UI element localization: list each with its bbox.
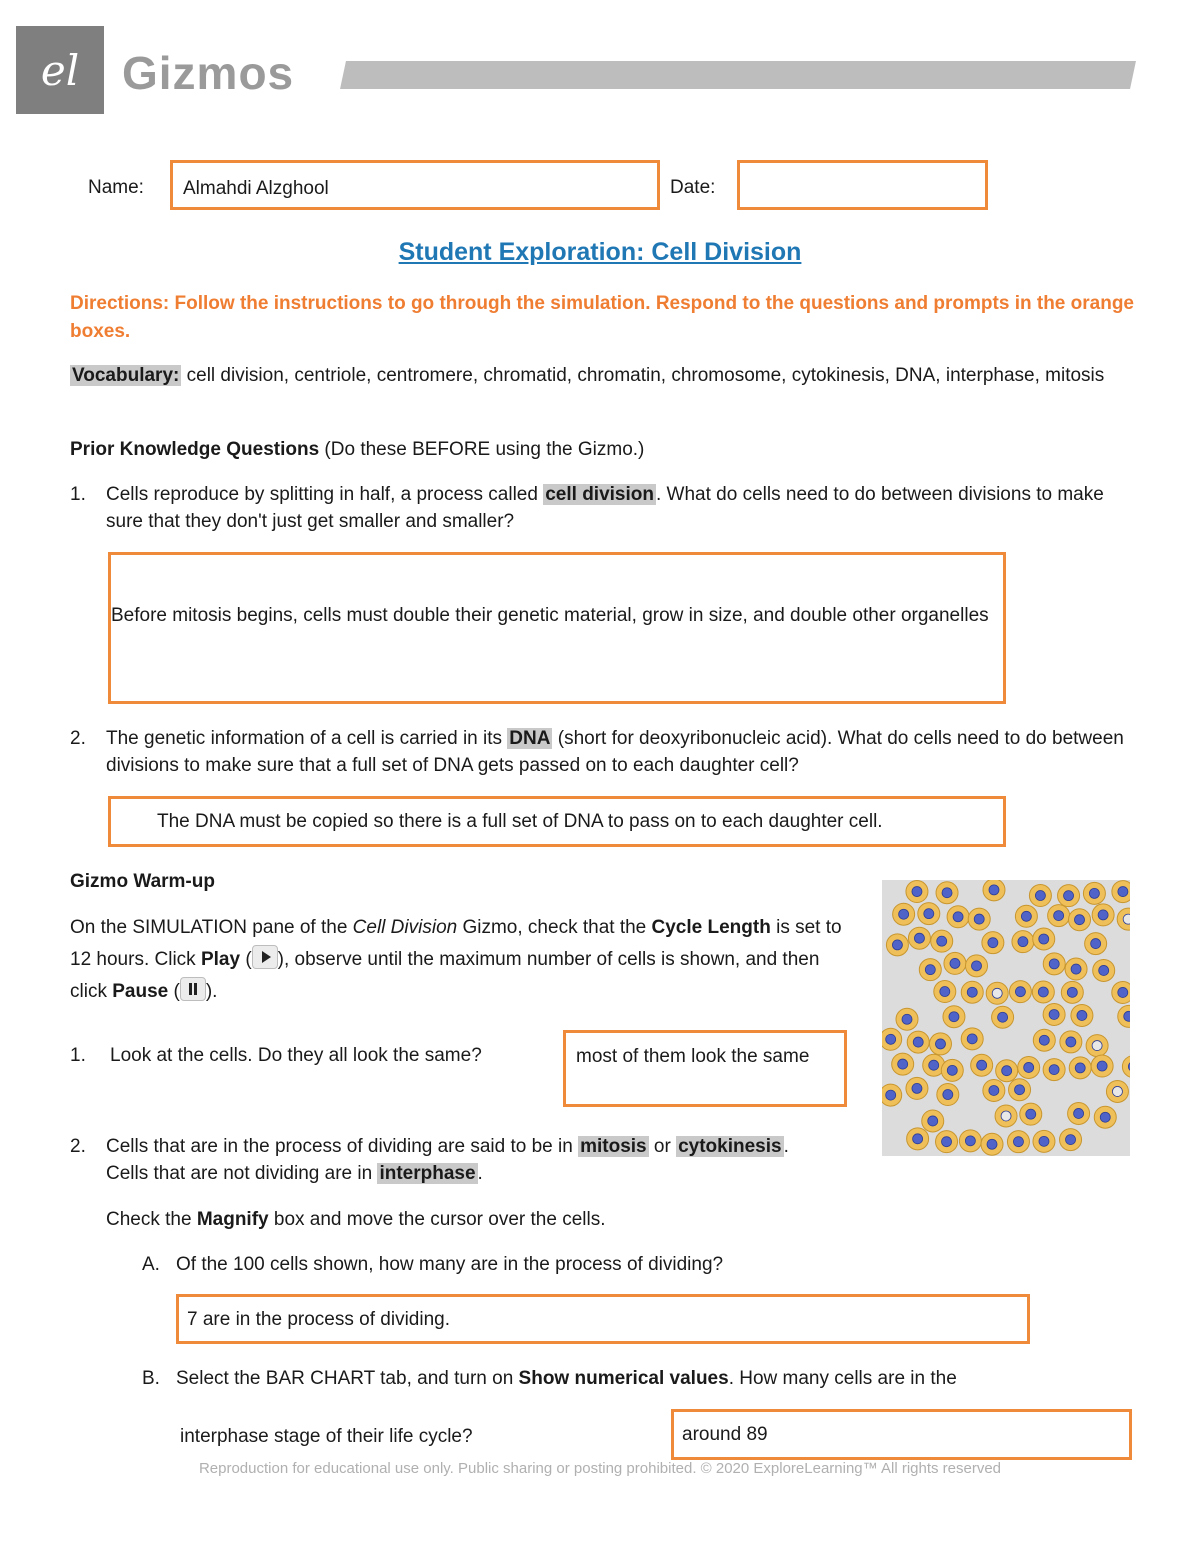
cell [886, 934, 908, 956]
page-title: Student Exploration: Cell Division [398, 238, 802, 266]
footer-copyright: Reproduction for educational use only. Public sharing or posting prohibited. © 2020 ExploreLearning™ All rights reserved [198, 1460, 1002, 1477]
cell [1112, 981, 1130, 1003]
name-label: Name: [88, 177, 144, 198]
cell [934, 981, 956, 1003]
cell [996, 1060, 1018, 1082]
cell [983, 880, 1005, 901]
w1-answer: most of them look the same [576, 1046, 810, 1067]
q2-answer-box[interactable] [108, 796, 1006, 847]
cell [961, 1028, 983, 1050]
cell [893, 903, 915, 925]
a-answer: 7 are in the process of dividing. [187, 1309, 450, 1330]
cell [1068, 1102, 1090, 1124]
date-field[interactable] [737, 160, 988, 210]
cell [907, 1031, 929, 1053]
cell [944, 952, 966, 974]
cell [918, 903, 940, 925]
magnify-instruction: Check the Magnify box and move the cursor over the cells. [106, 1209, 606, 1230]
cell [1033, 1029, 1055, 1051]
cell [1043, 953, 1065, 975]
q2-question: The genetic information of a cell is carried in its DNA (short for deoxyribonucleic acid). What do cells need to do between divisions to make sure that a full set of DNA gets passed on to each daughter cell? [106, 728, 1124, 776]
cell [1118, 1005, 1130, 1027]
w1-answer-box[interactable] [563, 1030, 847, 1107]
w2-question: Cells that are in the process of dividing are said to be in mitosis or cytokinesis . Cells that are not dividing are in interphase . [106, 1136, 789, 1184]
q1-number: 1. [70, 484, 86, 505]
a-letter: A. [142, 1254, 160, 1275]
cell [1020, 1103, 1042, 1125]
gizmos-logo-icon: el [16, 26, 104, 114]
cell [1091, 1055, 1113, 1077]
cell [906, 1077, 928, 1099]
cell [1117, 908, 1130, 930]
cell [1043, 1003, 1065, 1025]
warmup-heading: Gizmo Warm-up [70, 871, 215, 892]
cell [1060, 1031, 1082, 1053]
a-question: Of the 100 cells shown, how many are in the process of dividing? [176, 1254, 724, 1275]
b-question: Select the BAR CHART tab, and turn on Show numerical values. How many cells are in the [176, 1368, 957, 1389]
a-answer-box[interactable] [176, 1294, 1030, 1344]
cell [892, 1053, 914, 1075]
cell [1033, 1130, 1055, 1152]
w2-number: 2. [70, 1136, 86, 1157]
cell [966, 955, 988, 977]
vocabulary-label: Vocabulary: [72, 365, 180, 386]
cell [1065, 958, 1087, 980]
cell [1012, 931, 1034, 953]
cell [1112, 881, 1130, 903]
b-letter: B. [142, 1368, 160, 1389]
cell [995, 1105, 1017, 1127]
cell [929, 1033, 951, 1055]
q1-question: Cells reproduce by splitting in half, a process called cell division . What do cells need to do between divisions to make sure that they don't just get smaller and smaller? [106, 484, 1104, 532]
vocabulary-text: cell division, centriole, centromere, chromatid, chromatin, chromosome, cytokinesis, DNA, interphase, mitosis [181, 365, 1105, 386]
cell [1029, 885, 1051, 907]
cells-micrograph-image [882, 880, 1130, 1156]
cell [943, 1006, 965, 1028]
b-answer: around 89 [682, 1424, 768, 1445]
q1-answer-box[interactable] [108, 552, 1006, 704]
date-label: Date: [670, 177, 716, 198]
cell [1069, 1057, 1091, 1079]
cell [922, 1110, 944, 1132]
cell [968, 908, 990, 930]
cell [907, 1128, 929, 1150]
q1-answer: Before mitosis begins, cells must double their genetic material, grow in size, and double other organelles [111, 605, 989, 626]
q2-number: 2. [70, 728, 86, 749]
header-decorative-bar [340, 61, 1136, 89]
vocabulary [70, 362, 1130, 389]
cell [919, 959, 941, 981]
prior-knowledge-heading: Prior Knowledge Questions (Do these BEFORE using the Gizmo.) [70, 439, 645, 460]
cell [1083, 882, 1105, 904]
brand-name: Gizmos [122, 47, 295, 99]
cell [1033, 928, 1055, 950]
cell [937, 1084, 959, 1106]
cell [1092, 904, 1114, 926]
cell [896, 1008, 918, 1030]
cell [1009, 981, 1031, 1003]
cell [1071, 1004, 1093, 1026]
cell [983, 1079, 1005, 1101]
cell [1061, 981, 1083, 1003]
cell [1032, 981, 1054, 1003]
cell [908, 927, 930, 949]
cell [992, 1006, 1014, 1028]
cell [961, 981, 983, 1003]
cell [1086, 1035, 1108, 1057]
name-value: Almahdi Alzghool [183, 178, 329, 199]
cell [1060, 1129, 1082, 1151]
play-icon [252, 945, 278, 969]
cell [947, 906, 969, 928]
cell [1094, 1106, 1116, 1128]
cell [1048, 905, 1070, 927]
w1-question: Look at the cells. Do they all look the same? [110, 1045, 482, 1066]
cell [931, 930, 953, 952]
cell [1018, 1056, 1040, 1078]
cell [1058, 885, 1080, 907]
cell [986, 982, 1008, 1004]
cell [1069, 909, 1091, 931]
cell [936, 882, 958, 904]
cell [1009, 1079, 1031, 1101]
q2-answer: The DNA must be copied so there is a full set of DNA to pass on to each daughter cell. [157, 811, 883, 832]
w1-number: 1. [70, 1045, 86, 1066]
cell [1106, 1080, 1128, 1102]
name-field[interactable] [170, 160, 660, 210]
cell [906, 881, 928, 903]
cell [959, 1130, 981, 1152]
warmup-instructions: On the SIMULATION pane of the Cell Division Gizmo, check that the Cycle Length is set to 12 hours. Click Play ( ), observe until the maximum number of cells is shown, and then click Pause ( ). [70, 917, 842, 1002]
cell [1093, 959, 1115, 981]
cell [882, 1084, 902, 1106]
b-answer-box[interactable] [671, 1409, 1132, 1460]
cell [1043, 1059, 1065, 1081]
cell [1085, 933, 1107, 955]
cell [941, 1059, 963, 1081]
cell [1122, 1056, 1130, 1078]
b-question-continued: interphase stage of their life cycle? [180, 1426, 473, 1447]
pause-icon [180, 977, 206, 1001]
cell [936, 1131, 958, 1153]
cell [971, 1054, 993, 1076]
directions-text: Directions: Follow the instructions to go through the simulation. Respond to the questions and prompts in the orange boxes. [70, 293, 1134, 342]
cell [1007, 1131, 1029, 1153]
cell [982, 932, 1004, 954]
cell [981, 1133, 1003, 1155]
cell [1015, 905, 1037, 927]
cell [882, 1028, 902, 1050]
